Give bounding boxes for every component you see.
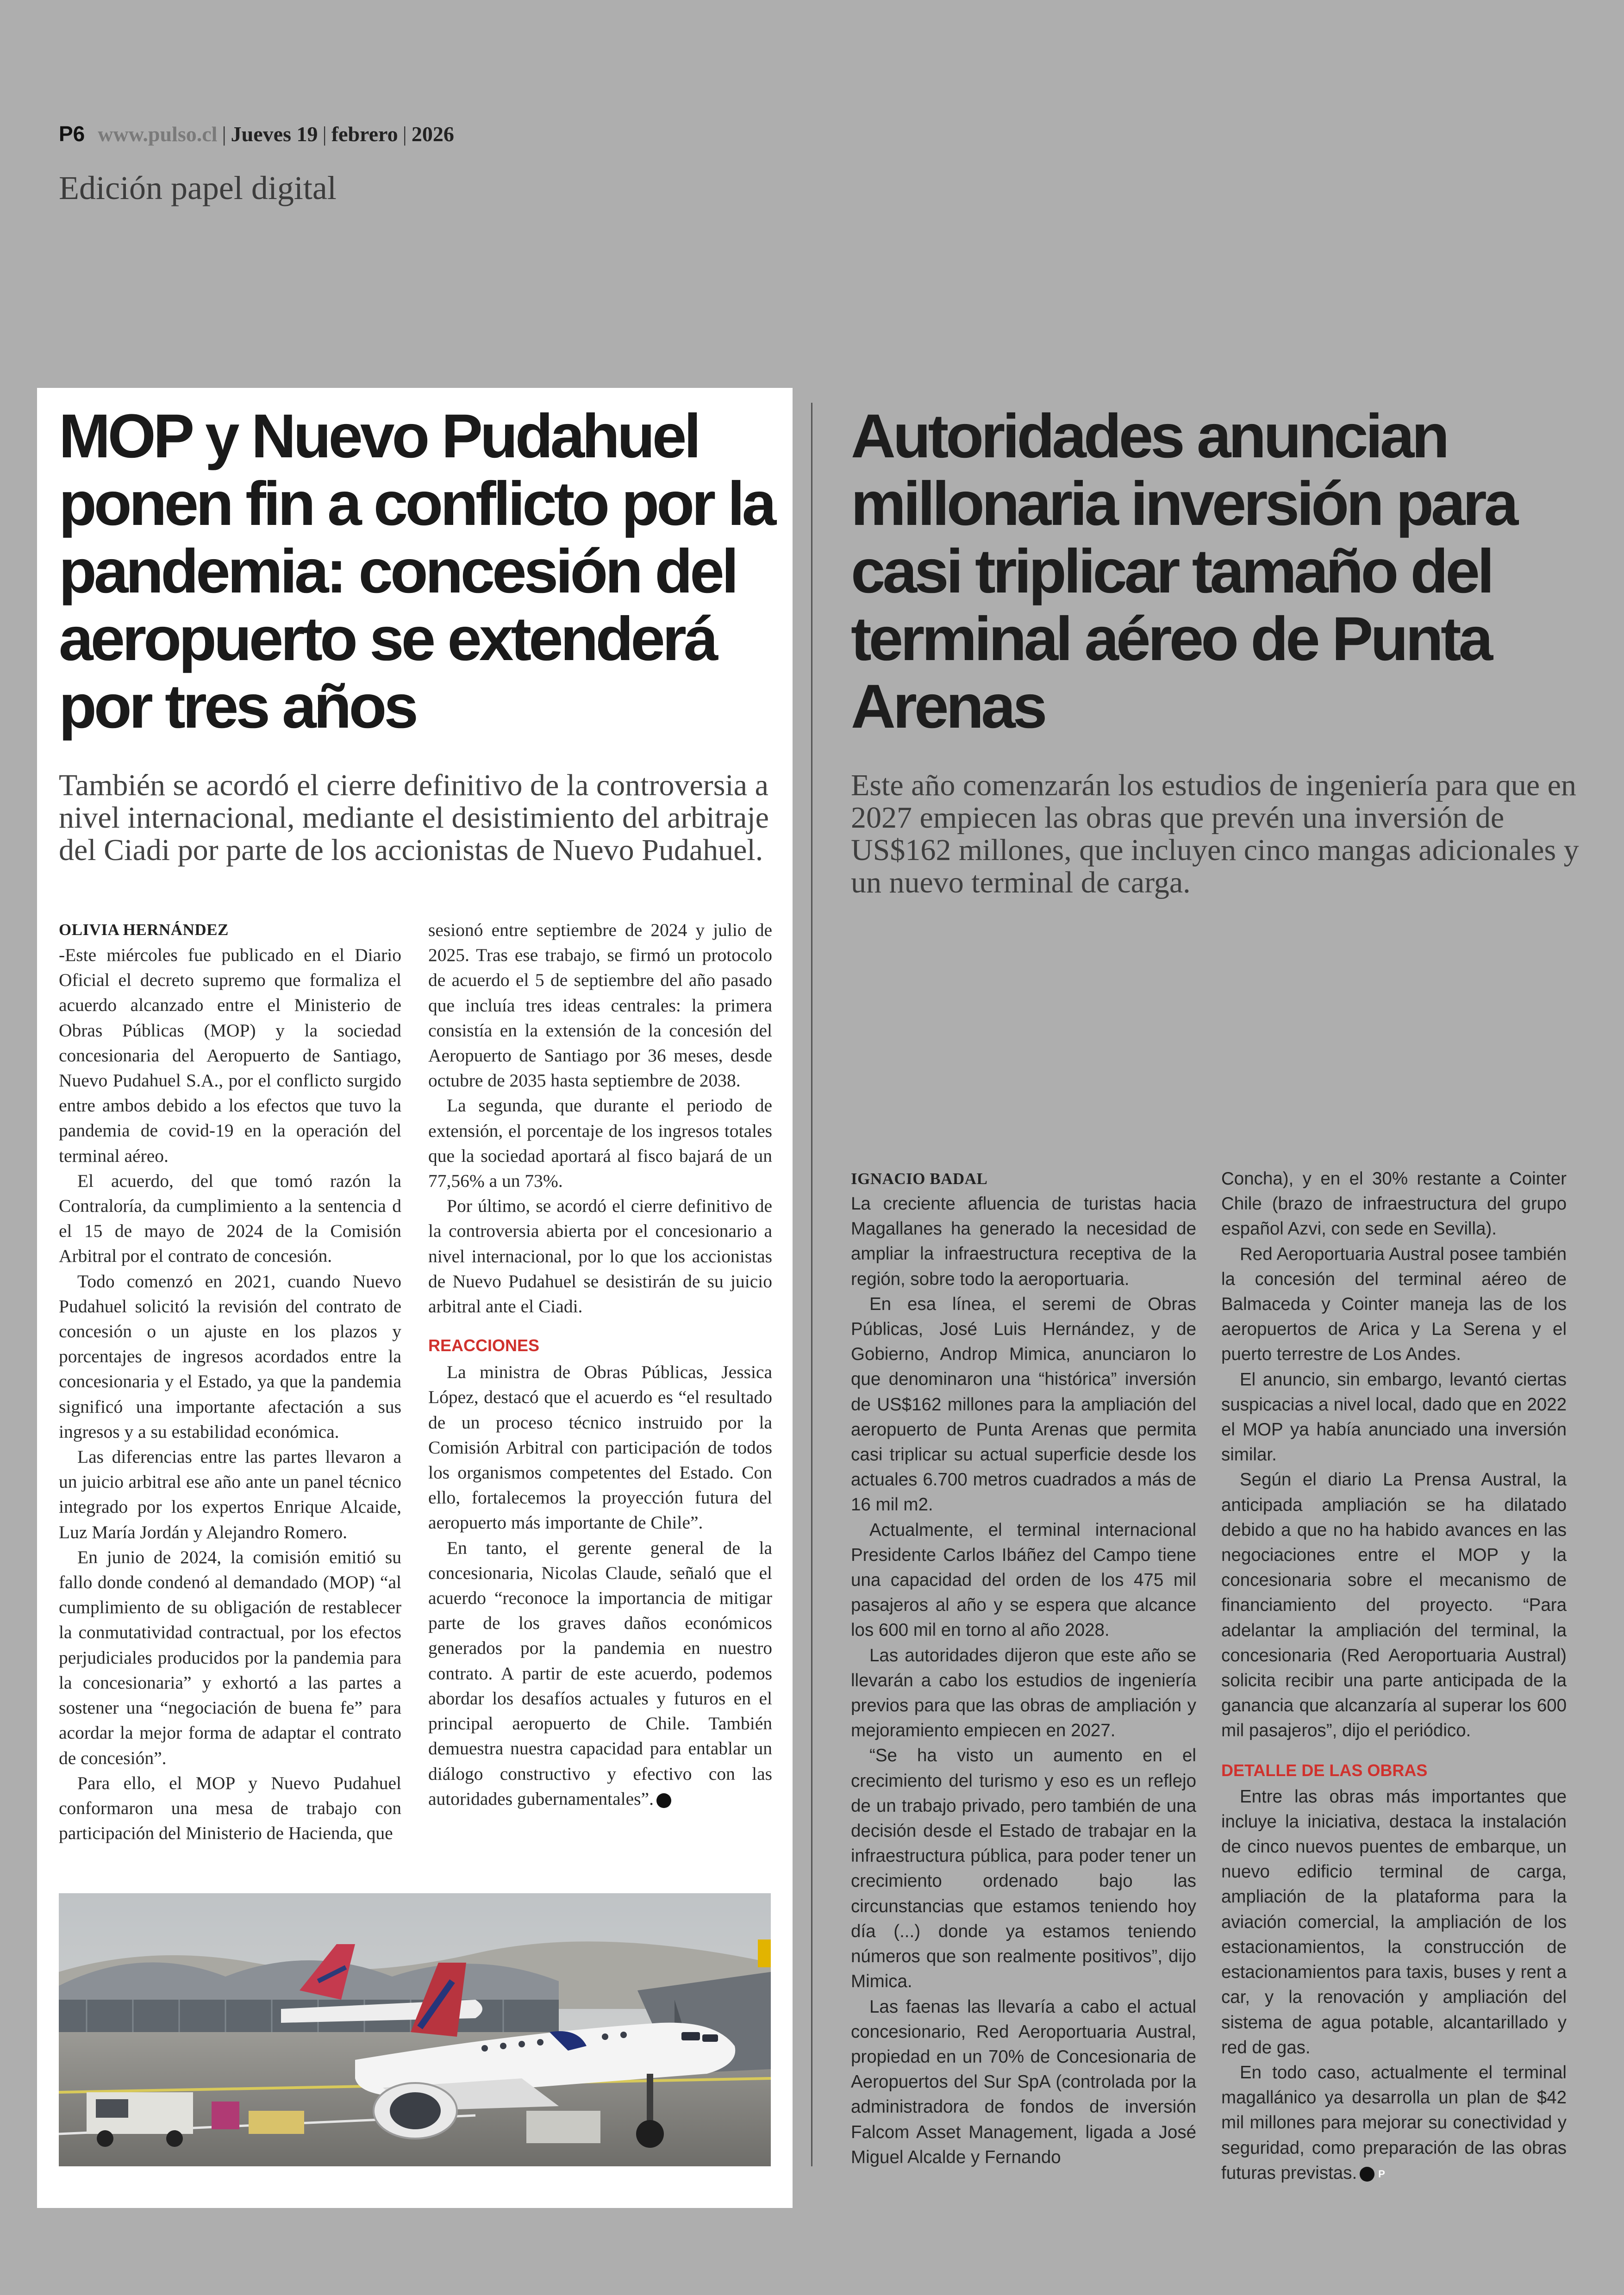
- paragraph: El anuncio, sin embargo, levantó ciertas suspicacias a nivel local, dado que en 2022 el MOP ya había anunciado una inversión similar.: [1221, 1369, 1567, 1465]
- right-column-1: [851, 1166, 1196, 2170]
- left-headline: MOP y Nuevo Pudahuel ponen fin a conflicto por la pandemia: concesión del aeropuerto se extenderá por tres años: [59, 402, 774, 741]
- paragraph: Actualmente, el terminal internacional Presidente Carlos Ibáñez del Campo tiene una capacidad del orden de los 475 mil pasajeros al año y se espera que alcance los 600 mil en torno al año 2028.: [851, 1520, 1196, 1640]
- paragraph-text: En todo caso, actualmente el terminal magallánico ya desarrolla un plan de $42 mil millones para mejorar su conectividad y seguridad, como preparación de las obras futuras previstas.: [1221, 2062, 1567, 2183]
- paragraph: “Se ha visto un aumento en el crecimiento del turismo y eso es un reflejo de un trabajo privado, pero también de una decisión desde el Estado de trabajar en la infraestructura pública, para poder tener un crecimiento ordenado bajo las circunstancias que estamos teniendo hoy día (...) donde ya estamos teniendo números que son realmente positivos”, dijo Mimica.: [851, 1746, 1196, 1992]
- right-byline: IGNACIO BADAL: [851, 1170, 988, 1188]
- end-mark-icon: P: [656, 1793, 671, 1808]
- edition-label: Edición papel digital: [59, 169, 337, 206]
- paragraph: Las faenas las llevaría a cabo el actual concesionario, Red Aeroportuaria Austral, propiedad en un 70% de Concesionaria de Aeropuertos del Sur SpA (controlada por la administradora de fondos de inversión Falcom Asset Management, ligada a José Miguel Alcalde y Fernando: [851, 1996, 1196, 2167]
- paragraph: -Este miércoles fue publicado en el Diario Oficial el decreto supremo que formaliza el acuerdo alcanzado entre el Ministerio de Obras Públicas (MOP) y la sociedad concesionaria del Aeropuerto de Santiago, Nuevo Pudahuel S.A., por el conflicto surgido entre ambos debido a los efectos que tuvo la pandemia de covid-19 en la operación del terminal aéreo.: [59, 945, 401, 1166]
- paragraph: sesionó entre septiembre de 2024 y julio de 2025. Tras ese trabajo, se firmó un protocolo de acuerdo el 5 de septiembre del año pasado que incluía tres ideas centrales: la primera consistía en la extensión de la concesión del Aeropuerto de Santiago por 36 meses, desde octubre de 2035 hasta septiembre de 2038.: [428, 920, 772, 1091]
- paragraph: Concha), y en el 30% restante a Cointer Chile (brazo de infraestructura del grupo español Azvi, con sede en Sevilla).: [1221, 1169, 1567, 1239]
- column-divider: [811, 403, 812, 2166]
- right-dek: Este año comenzarán los estudios de ingeniería para que en 2027 empiecen las obras que prevén una inversión de US$162 millones, que incluyen cinco mangas adicionales y un nuevo terminal de carga.: [851, 768, 1579, 899]
- left-column-1: [59, 917, 401, 1846]
- paragraph: La ministra de Obras Públicas, Jessica López, destacó que el acuerdo es “el resultado de un proceso técnico instruido por la Comisión Arbitral con participación de todos los organismos competentes del Estado. Con ello, fortalecemos la proyección futura del aeropuerto más importante de Chile”.: [428, 1362, 772, 1533]
- left-column-2: [428, 917, 772, 1811]
- paragraph: Entre las obras más importantes que incluye la iniciativa, destaca la instalación de cinco nuevos puentes de embarque, un nuevo edificio terminal de carga, ampliación de la plataforma para la aviación comercial, la ampliación de los estacionamientos, la construcción de estacionamientos para taxis, buses y rent a car, y la renovación y ampliación del sistema de agua potable, alcantarillado y red de gas.: [1221, 1786, 1567, 2058]
- site-url[interactable]: www.pulso.cl: [98, 122, 218, 146]
- header-day: Jueves 19: [231, 122, 318, 146]
- paragraph: Todo comenzó en 2021, cuando Nuevo Pudahuel solicitó la revisión del contrato de concesión o un ajuste en los plazos y porcentajes de ingresos acordados entre la concesionaria y el Estado, ya que la pandemia significó una importante afectación a sus ingresos y a su estabilidad económica.: [59, 1271, 401, 1442]
- left-byline: OLIVIA HERNÁNDEZ: [59, 921, 229, 939]
- header-year: 2026: [411, 122, 454, 146]
- paragraph: La segunda, que durante el periodo de extensión, el porcentaje de los ingresos totales que la sociedad aportará al fisco bajará de un 77,56% a un 73%.: [428, 1095, 772, 1191]
- header-month: febrero: [331, 122, 398, 146]
- paragraph: En esa línea, el seremi de Obras Públicas, José Luis Hernández, y de Gobierno, Androp Mimica, anunciaron lo que denominaron una “histórica” inversión de US$162 millones para la ampliación del aeropuerto de Punta Arenas que permita casi triplicar su actual superficie desde los actuales 6.700 metros cuadrados a más de 16 mil m2.: [851, 1294, 1196, 1515]
- left-dek: También se acordó el cierre definitivo de la controversia a nivel internacional, mediante el desistimiento del arbitraje del Ciadi por parte de los accionistas de Nuevo Pudahuel.: [59, 768, 769, 867]
- paragraph: La creciente afluencia de turistas hacia Magallanes ha generado la necesidad de ampliar la infraestructura receptiva de la región, sobre todo la aeroportuaria.: [851, 1194, 1196, 1289]
- right-subhead: DETALLE DE LAS OBRAS: [1221, 1760, 1428, 1780]
- paragraph: Red Aeroportuaria Austral posee también la concesión del terminal aéreo de Balmaceda y Cointer maneja las de los aeropuertos de Arica y La Serena y el puerto terrestre de Los Andes.: [1221, 1244, 1567, 1365]
- end-mark-icon: P: [1360, 2167, 1374, 2182]
- paragraph: Según el diario La Prensa Austral, la anticipada ampliación se ha dilatado debido a que no ha habido avances en las negociaciones entre el MOP y la concesionaria sobre el mecanismo de financiamiento del proyecto. “Para adelantar la ampliación del terminal, la concesionaria (Red Aeroportuaria Austral) solicita recibir una parte anticipada de la ganancia que alcanzaría al superar los 600 mil pasajeros”, dijo el periódico.: [1221, 1470, 1567, 1741]
- page-number: P6: [59, 122, 85, 146]
- paragraph: Para ello, el MOP y Nuevo Pudahuel conformaron una mesa de trabajo con participación del Ministerio de Hacienda, que: [59, 1772, 401, 1844]
- airport-photo: [59, 1893, 771, 2166]
- right-column-2: [1221, 1166, 1567, 2186]
- paragraph: En junio de 2024, la comisión emitió su fallo donde condenó al demandado (MOP) “al cumplimiento de su obligación de restablecer la conmutatividad contractual, por los efectos perjudiciales producidos por la pandemia para la concesionaria” y exhortó a las partes a sostener una “negociación de buena fe” para acordar la mejor forma de adaptar el contrato de concesión”.: [59, 1547, 401, 1768]
- paragraph: El acuerdo, del que tomó razón la Contraloría, da cumplimiento a la sentencia d el 15 de mayo de 2024 de la Comisión Arbitral por el contrato de concesión.: [59, 1170, 401, 1266]
- right-headline: Autoridades anuncian millonaria inversión para casi triplicar tamaño del terminal aéreo de Punta Arenas: [851, 402, 1516, 741]
- paragraph: Las autoridades dijeron que este año se llevarán a cabo los estudios de ingeniería previos para que las obras de ampliación y mejoramiento empiecen en 2027.: [851, 1645, 1196, 1741]
- left-subhead: REACCIONES: [428, 1336, 540, 1355]
- paragraph: Las diferencias entre las partes llevaron a un juicio arbitral ese año ante un panel técnico integrado por los expertos Enrique Alcaide, Luz María Jordán y Alejandro Romero.: [59, 1447, 401, 1542]
- page-header: P6 www.pulso.cl | Jueves 19 | febrero | 2026: [59, 122, 454, 146]
- paragraph-text: En tanto, el gerente general de la concesionaria, Nicolas Claude, señaló que el acuerdo “reconoce la importancia de mitigar parte de los graves daños económicos generados por la pandemia en nuestro contrato. A partir de este acuerdo, podemos abordar los desafíos actuales y futuros en el principal aeropuerto de Chile. También demuestra nuestra capacidad para entablar un diálogo constructivo y efectivo con las autoridades gubernamentales”.: [428, 1537, 772, 1809]
- paragraph: [428, 1535, 772, 1811]
- paragraph: Por último, se acordó el cierre definitivo de la controversia abierta por el concesionario a nivel internacional, por lo que los accionistas de Nuevo Pudahuel se desistirán de su juicio arbitral ante el Ciadi.: [428, 1196, 772, 1317]
- paragraph: [1221, 2060, 1567, 2186]
